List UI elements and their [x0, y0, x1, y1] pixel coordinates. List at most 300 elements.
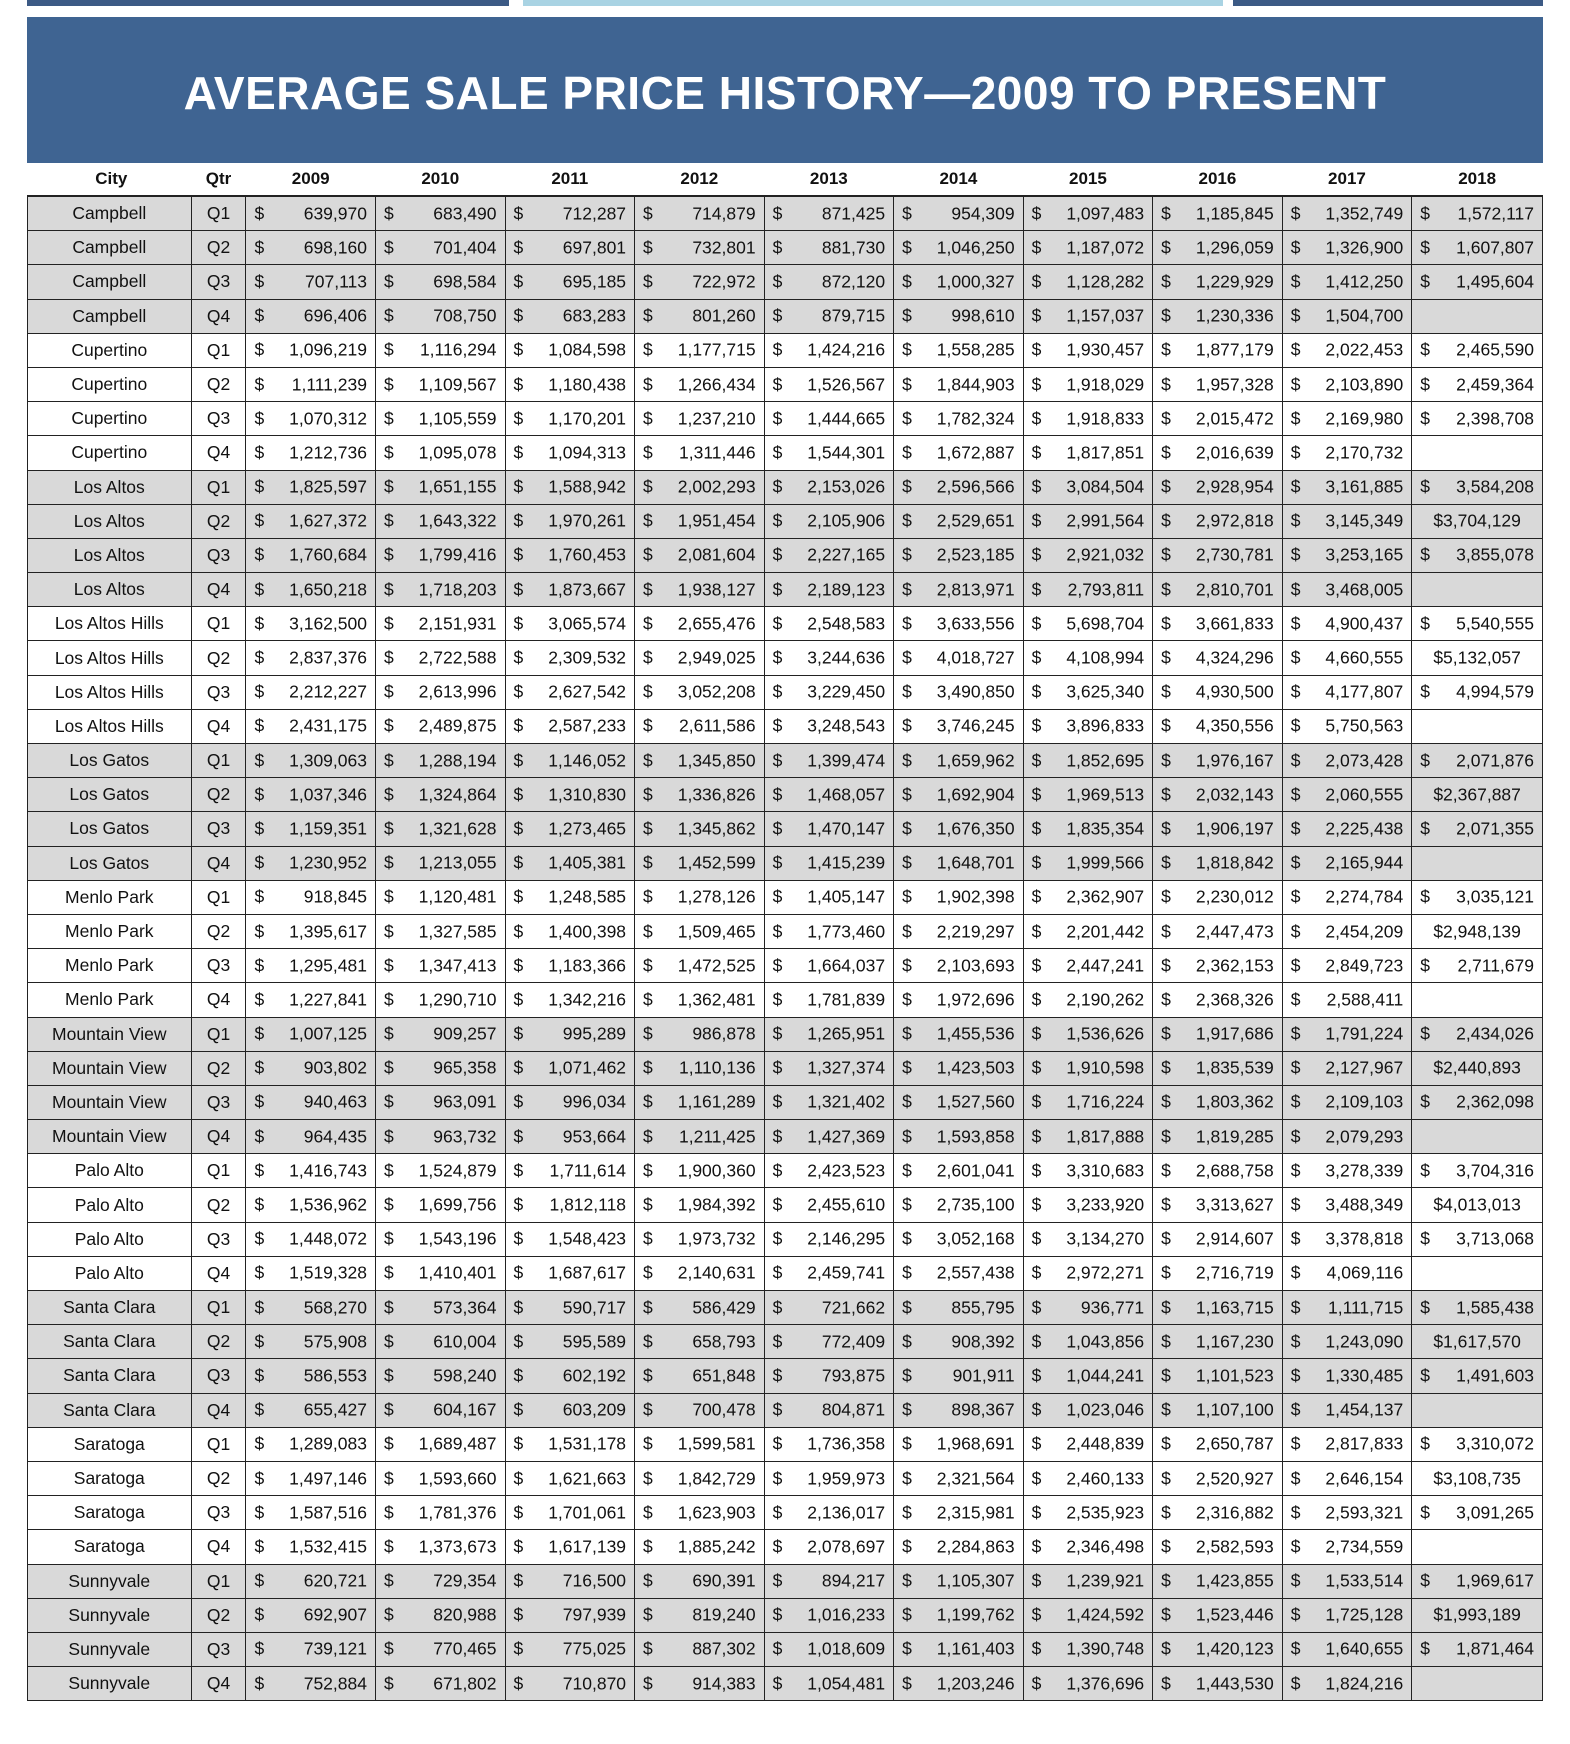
price-amount: 1,544,301: [807, 442, 886, 463]
currency-symbol: $: [1290, 510, 1301, 531]
currency-symbol: $: [513, 613, 524, 634]
currency-symbol: $: [1031, 715, 1042, 736]
price-amount: 1,455,536: [936, 1023, 1015, 1044]
city-cell: Palo Alto: [28, 1256, 192, 1290]
currency-symbol: $: [254, 271, 265, 292]
currency-symbol: $: [772, 1160, 783, 1181]
city-cell: Cupertino: [28, 402, 192, 436]
price-amount: 901,911: [952, 1365, 1015, 1386]
price-cell: [1412, 299, 1543, 333]
price-cell: [1023, 1530, 1153, 1564]
currency-symbol: $: [254, 1433, 265, 1454]
quarter-cell: Q1: [191, 1427, 246, 1461]
price-cell: [246, 1325, 376, 1359]
currency-symbol: $: [902, 476, 912, 497]
currency-symbol: $: [513, 442, 524, 463]
currency-symbol: $: [643, 647, 653, 668]
price-amount: 3,065,574: [548, 613, 627, 634]
currency-symbol: $: [383, 1057, 394, 1078]
price-amount: 1,309,063: [289, 750, 367, 771]
currency-symbol: $: [513, 1365, 524, 1386]
price-amount: 2,520,927: [1195, 1468, 1274, 1489]
currency-symbol: $: [1031, 271, 1042, 292]
price-cell: [1412, 1051, 1543, 1085]
city-cell: Sunnyvale: [28, 1598, 192, 1632]
price-cell: [764, 1051, 894, 1085]
price-amount: 3,313,627: [1195, 1194, 1274, 1215]
currency-symbol: $: [513, 1228, 524, 1249]
currency-symbol: $: [643, 886, 653, 907]
price-amount: 1,687,617: [548, 1262, 627, 1283]
price-cell: [1153, 436, 1283, 470]
currency-symbol: $: [1420, 1433, 1430, 1454]
price-cell: [894, 812, 1024, 846]
currency-symbol: $: [1031, 1570, 1042, 1591]
currency-symbol: $: [902, 613, 912, 634]
price-cell: [635, 983, 765, 1017]
price-cell: [375, 1291, 505, 1325]
price-cell: [1282, 1667, 1412, 1701]
price-amount: 2,060,555: [1325, 784, 1404, 805]
currency-symbol: $: [1290, 1057, 1301, 1078]
quarter-cell: Q3: [191, 1496, 246, 1530]
currency-symbol: $: [1290, 647, 1301, 668]
price-amount: 1,157,037: [1066, 305, 1145, 326]
price-amount: 1,588,942: [548, 476, 627, 497]
price-cell: [894, 1154, 1024, 1188]
price-cell: [894, 1564, 1024, 1598]
price-cell: [505, 1120, 635, 1154]
price-amount: 2,593,321: [1325, 1502, 1404, 1523]
currency-symbol: $: [1161, 544, 1171, 565]
quarter-cell: Q2: [191, 914, 246, 948]
price-amount: 603,209: [562, 1399, 627, 1420]
price-amount: 671,802: [433, 1673, 497, 1694]
currency-symbol: $: [383, 1228, 394, 1249]
price-cell: [764, 983, 894, 1017]
price-amount: 1,607,807: [1456, 237, 1534, 258]
currency-symbol: $: [513, 1297, 524, 1318]
price-cell: [635, 1564, 765, 1598]
price-cell: [1153, 265, 1283, 299]
price-amount: 1,902,398: [936, 886, 1015, 907]
price-cell: [764, 880, 894, 914]
currency-symbol: $: [902, 271, 912, 292]
table-row: [28, 1530, 1543, 1564]
price-amount: 3,896,833: [1066, 715, 1145, 736]
currency-symbol: $: [772, 1091, 783, 1112]
price-amount: 1,007,125: [289, 1023, 367, 1044]
price-cell: [1412, 880, 1543, 914]
currency-symbol: $: [254, 613, 265, 634]
price-amount: 1,405,147: [807, 886, 886, 907]
price-cell: [1282, 504, 1412, 538]
currency-symbol: $: [902, 1262, 912, 1283]
price-amount: 1,648,701: [936, 852, 1015, 873]
table-row: [28, 231, 1543, 265]
price-amount: 2,646,154: [1325, 1468, 1404, 1489]
quarter-cell: Q2: [191, 1461, 246, 1495]
price-amount: 797,939: [562, 1604, 627, 1625]
price-amount: 996,034: [562, 1091, 627, 1112]
price-amount: 1,725,128: [1325, 1604, 1404, 1625]
city-cell: Los Altos Hills: [28, 675, 192, 709]
currency-symbol: $: [772, 271, 783, 292]
currency-symbol: $: [1031, 784, 1042, 805]
table-row: [28, 299, 1543, 333]
price-amount: 1,111,715: [1327, 1297, 1404, 1318]
currency-symbol: $: [1420, 408, 1430, 429]
price-amount: 1,930,457: [1066, 339, 1145, 360]
currency-symbol: $: [1290, 1365, 1301, 1386]
currency-symbol: $: [383, 784, 394, 805]
price-amount: 2,022,453: [1325, 339, 1404, 360]
currency-symbol: $: [513, 1262, 524, 1283]
price-cell: [1153, 196, 1283, 231]
currency-symbol: $: [772, 408, 783, 429]
currency-symbol: $: [1031, 237, 1042, 258]
price-amount: 1,424,592: [1066, 1604, 1145, 1625]
currency-symbol: $: [1420, 1023, 1430, 1044]
column-header: City: [28, 163, 192, 196]
price-amount: 1,969,513: [1066, 784, 1145, 805]
price-cell: [1153, 709, 1283, 743]
currency-symbol: $: [1290, 1638, 1301, 1659]
price-amount: 2,928,954: [1195, 476, 1274, 497]
price-amount: 1,290,710: [418, 989, 497, 1010]
price-amount: 2,189,123: [807, 579, 886, 600]
table-row: [28, 880, 1543, 914]
price-amount: 4,994,579: [1456, 681, 1534, 702]
price-cell: [1282, 983, 1412, 1017]
price-amount: 1,416,743: [289, 1160, 367, 1181]
price-cell: [1153, 1188, 1283, 1222]
price-amount: 1,187,072: [1066, 237, 1145, 258]
price-amount: 2,002,293: [677, 476, 756, 497]
price-amount: 4,350,556: [1195, 715, 1274, 736]
currency-symbol: $: [383, 544, 394, 565]
price-cell: [635, 1530, 765, 1564]
price-amount: $2,948,139: [1433, 921, 1521, 942]
quarter-cell: Q3: [191, 949, 246, 983]
price-amount: 770,465: [433, 1638, 497, 1659]
price-amount: 4,108,994: [1066, 647, 1145, 668]
price-cell: [1153, 812, 1283, 846]
price-amount: 1,817,888: [1066, 1126, 1145, 1147]
table-row: [28, 196, 1543, 231]
currency-symbol: $: [1161, 442, 1171, 463]
table-row: [28, 265, 1543, 299]
price-cell: [894, 1530, 1024, 1564]
price-cell: [1023, 265, 1153, 299]
currency-symbol: $: [902, 374, 912, 395]
currency-symbol: $: [1420, 886, 1430, 907]
currency-symbol: $: [254, 1126, 265, 1147]
currency-symbol: $: [643, 681, 653, 702]
price-amount: 2,321,564: [936, 1468, 1015, 1489]
price-cell: [1153, 402, 1283, 436]
price-cell: [375, 470, 505, 504]
currency-symbol: $: [254, 1228, 265, 1249]
city-cell: Menlo Park: [28, 880, 192, 914]
price-cell: [1412, 641, 1543, 675]
price-amount: 2,165,944: [1325, 852, 1404, 873]
price-amount: 1,773,460: [807, 921, 886, 942]
price-cell: [1282, 1632, 1412, 1666]
price-cell: [246, 914, 376, 948]
price-amount: 1,599,581: [677, 1433, 756, 1454]
quarter-cell: Q1: [191, 470, 246, 504]
price-amount: 1,497,146: [289, 1468, 367, 1489]
price-cell: [375, 1017, 505, 1051]
price-amount: 690,391: [692, 1570, 756, 1591]
currency-symbol: $: [383, 374, 394, 395]
city-cell: Cupertino: [28, 436, 192, 470]
currency-symbol: $: [1420, 818, 1430, 839]
currency-symbol: $: [254, 715, 265, 736]
price-cell: [1023, 231, 1153, 265]
currency-symbol: $: [1290, 989, 1301, 1010]
currency-symbol: $: [1161, 681, 1171, 702]
currency-symbol: $: [902, 715, 912, 736]
price-cell: [1023, 1496, 1153, 1530]
currency-symbol: $: [643, 1399, 653, 1420]
currency-symbol: $: [383, 1262, 394, 1283]
price-cell: [375, 1530, 505, 1564]
price-cell: [635, 1496, 765, 1530]
table-row: [28, 607, 1543, 641]
currency-symbol: $: [254, 1399, 265, 1420]
currency-symbol: $: [643, 921, 653, 942]
currency-symbol: $: [1420, 1091, 1430, 1112]
quarter-cell: Q4: [191, 1256, 246, 1290]
price-amount: 1,593,660: [418, 1468, 497, 1489]
price-cell: [1282, 1598, 1412, 1632]
city-cell: Santa Clara: [28, 1393, 192, 1427]
price-amount: 2,434,026: [1456, 1023, 1534, 1044]
price-amount: 1,405,381: [548, 852, 627, 873]
currency-symbol: $: [1420, 203, 1430, 224]
price-amount: 2,949,025: [677, 647, 756, 668]
price-amount: 2,140,631: [677, 1262, 756, 1283]
price-amount: 3,310,683: [1066, 1160, 1145, 1181]
price-amount: 1,617,139: [548, 1536, 627, 1557]
price-cell: [1153, 983, 1283, 1017]
city-cell: Los Altos: [28, 470, 192, 504]
currency-symbol: $: [1420, 237, 1430, 258]
city-cell: Palo Alto: [28, 1154, 192, 1188]
price-cell: [505, 914, 635, 948]
currency-symbol: $: [1161, 1673, 1171, 1694]
price-amount: 2,587,233: [548, 715, 627, 736]
quarter-cell: Q2: [191, 1598, 246, 1632]
price-amount: 2,734,559: [1325, 1536, 1404, 1557]
price-cell: [505, 367, 635, 401]
table-row: [28, 1461, 1543, 1495]
price-cell: [894, 333, 1024, 367]
currency-symbol: $: [643, 544, 653, 565]
price-cell: [1282, 402, 1412, 436]
price-cell: [894, 1496, 1024, 1530]
price-cell: [894, 949, 1024, 983]
price-amount: 1,509,465: [677, 921, 756, 942]
quarter-cell: Q3: [191, 812, 246, 846]
table-row: [28, 436, 1543, 470]
price-amount: 2,015,472: [1195, 408, 1274, 429]
currency-symbol: $: [383, 271, 394, 292]
currency-symbol: $: [643, 271, 653, 292]
price-cell: [375, 880, 505, 914]
currency-symbol: $: [1290, 203, 1301, 224]
price-cell: [1282, 1256, 1412, 1290]
currency-symbol: $: [772, 1604, 783, 1625]
currency-symbol: $: [254, 1468, 265, 1489]
currency-symbol: $: [643, 955, 653, 976]
currency-symbol: $: [1161, 1468, 1171, 1489]
price-cell: [894, 1017, 1024, 1051]
price-amount: 2,716,719: [1195, 1262, 1274, 1283]
price-amount: 2,711,679: [1457, 955, 1534, 976]
price-cell: [894, 1393, 1024, 1427]
price-cell: [375, 846, 505, 880]
quarter-cell: Q1: [191, 880, 246, 914]
price-amount: 2,153,026: [807, 476, 886, 497]
price-amount: 658,793: [692, 1331, 756, 1352]
price-amount: $1,993,189: [1433, 1604, 1521, 1625]
price-amount: 1,239,921: [1066, 1570, 1145, 1591]
currency-symbol: $: [1290, 442, 1301, 463]
price-amount: 1,229,929: [1195, 271, 1274, 292]
price-amount: 1,760,453: [548, 544, 627, 565]
price-amount: 1,330,485: [1325, 1365, 1404, 1386]
currency-symbol: $: [383, 1399, 394, 1420]
price-amount: 1,519,328: [289, 1262, 367, 1283]
price-amount: 1,120,481: [418, 886, 497, 907]
currency-symbol: $: [1161, 510, 1171, 531]
currency-symbol: $: [772, 579, 783, 600]
quarter-cell: Q4: [191, 1530, 246, 1564]
price-cell: [375, 1256, 505, 1290]
price-cell: [246, 231, 376, 265]
price-amount: 1,023,046: [1066, 1399, 1145, 1420]
price-cell: [375, 914, 505, 948]
price-amount: 871,425: [821, 203, 886, 224]
table-row: [28, 1427, 1543, 1461]
price-cell: [505, 299, 635, 333]
price-amount: 1,266,434: [677, 374, 756, 395]
price-amount: 2,588,411: [1326, 989, 1404, 1010]
price-amount: 1,885,242: [677, 1536, 756, 1557]
price-amount: 918,845: [303, 886, 367, 907]
currency-symbol: $: [254, 408, 265, 429]
city-cell: Santa Clara: [28, 1291, 192, 1325]
price-cell: [246, 265, 376, 299]
currency-symbol: $: [1161, 374, 1171, 395]
price-cell: [246, 299, 376, 333]
price-amount: 651,848: [692, 1365, 756, 1386]
price-cell: [1023, 1667, 1153, 1701]
currency-symbol: $: [1031, 579, 1042, 600]
price-amount: 1,288,194: [418, 750, 497, 771]
price-cell: [1282, 333, 1412, 367]
currency-symbol: $: [1290, 339, 1301, 360]
price-cell: [764, 812, 894, 846]
price-cell: [1023, 470, 1153, 504]
price-cell: [635, 1291, 765, 1325]
price-amount: 4,018,727: [936, 647, 1015, 668]
price-amount: 2,991,564: [1066, 510, 1145, 531]
price-amount: 1,523,446: [1195, 1604, 1274, 1625]
price-amount: 1,495,604: [1456, 271, 1534, 292]
price-amount: 1,177,715: [677, 339, 756, 360]
price-amount: 2,219,297: [936, 921, 1015, 942]
currency-symbol: $: [902, 1160, 912, 1181]
price-amount: 1,070,312: [289, 408, 367, 429]
currency-symbol: $: [1290, 1194, 1301, 1215]
price-cell: [635, 641, 765, 675]
price-cell: [505, 470, 635, 504]
currency-symbol: $: [1290, 1228, 1301, 1249]
price-amount: 1,659,962: [936, 750, 1015, 771]
currency-symbol: $: [1290, 1502, 1301, 1523]
currency-symbol: $: [1420, 1297, 1430, 1318]
currency-symbol: $: [643, 1365, 653, 1386]
price-cell: [1412, 265, 1543, 299]
price-amount: 1,412,250: [1325, 271, 1404, 292]
price-cell: [246, 846, 376, 880]
currency-symbol: $: [902, 1399, 912, 1420]
price-cell: [1023, 1325, 1153, 1359]
price-amount: 1,167,230: [1195, 1331, 1274, 1352]
currency-symbol: $: [902, 647, 912, 668]
currency-symbol: $: [254, 1604, 265, 1625]
stripe-dark-left: [27, 0, 509, 6]
price-amount: 1,213,055: [418, 852, 497, 873]
price-amount: 1,180,438: [548, 374, 627, 395]
price-cell: [764, 573, 894, 607]
price-amount: 655,427: [303, 1399, 367, 1420]
price-amount: 1,321,402: [807, 1091, 886, 1112]
currency-symbol: $: [643, 339, 653, 360]
currency-symbol: $: [1031, 647, 1042, 668]
price-cell: [1153, 641, 1283, 675]
currency-symbol: $: [1031, 681, 1042, 702]
currency-symbol: $: [1161, 852, 1171, 873]
currency-symbol: $: [254, 818, 265, 839]
table-row: [28, 1051, 1543, 1085]
price-cell: [1412, 367, 1543, 401]
currency-symbol: $: [1161, 1023, 1171, 1044]
price-amount: 898,367: [951, 1399, 1015, 1420]
price-amount: 1,873,667: [548, 579, 627, 600]
price-cell: [1412, 949, 1543, 983]
price-cell: [1023, 299, 1153, 333]
price-amount: 998,610: [951, 305, 1015, 326]
price-cell: [505, 1017, 635, 1051]
currency-symbol: $: [902, 1091, 912, 1112]
price-amount: 1,984,392: [677, 1194, 756, 1215]
currency-symbol: $: [1290, 1536, 1301, 1557]
currency-symbol: $: [1290, 818, 1301, 839]
price-amount: 1,917,686: [1195, 1023, 1274, 1044]
price-cell: [1023, 573, 1153, 607]
price-cell: [1023, 1632, 1153, 1666]
price-amount: 2,227,165: [807, 544, 886, 565]
currency-symbol: $: [513, 1570, 524, 1591]
price-amount: 722,972: [692, 271, 756, 292]
quarter-cell: Q1: [191, 196, 246, 231]
currency-symbol: $: [513, 1638, 524, 1659]
